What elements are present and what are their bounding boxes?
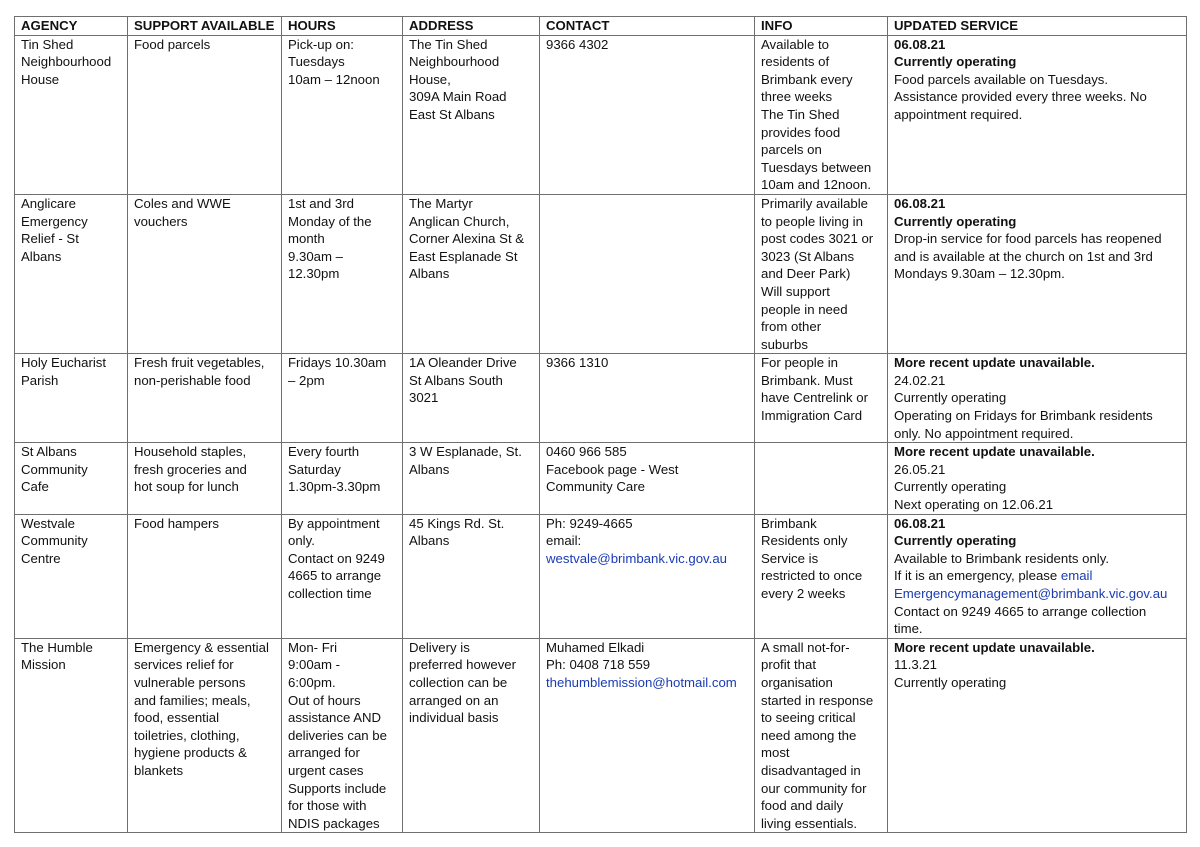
address-cell [403, 514, 540, 638]
update-tail: Contact on 9249 4665 to arrange collection time. [894, 603, 1147, 637]
header-updated-service: UPDATED SERVICE [888, 17, 1187, 36]
info-cell [755, 354, 888, 443]
contact-cell [540, 194, 755, 353]
support-cell [128, 638, 282, 833]
contact-text: 9366 1310 [546, 355, 609, 371]
address-text: The Martyr Anglican Church, Corner Alexina St & East Esplanade St Albans [409, 195, 525, 282]
hours-cell [282, 354, 403, 443]
contact-cell [540, 35, 755, 194]
contact-cell [540, 443, 755, 514]
hours-text: Pick-up on: Tuesdays 10am – 12noon [288, 36, 380, 87]
agency-cell [15, 638, 128, 833]
hours-text: 1st and 3rd Monday of the month 9.30am – 12.30pm [288, 195, 372, 282]
hours-cell [282, 514, 403, 638]
table-row [15, 354, 1187, 443]
info-cell [755, 35, 888, 194]
info-cell [755, 443, 888, 514]
contact-cell [540, 638, 755, 833]
update-details: 11.3.21 Currently operating [894, 657, 1007, 690]
address-cell [403, 194, 540, 353]
support-text: Food parcels [134, 36, 211, 52]
agency-cell [15, 194, 128, 353]
agency-cell [15, 443, 128, 514]
header-row [15, 17, 1187, 36]
hours-cell [282, 194, 403, 353]
support-text: Coles and WWE vouchers [134, 195, 231, 229]
agency-name: Anglicare Emergency Relief - St Albans [21, 195, 88, 264]
hours-cell [282, 638, 403, 833]
contact-cell [540, 514, 755, 638]
support-cell [128, 443, 282, 514]
info-text: Brimbank Residents only Service is restricted to once every 2 weeks [761, 515, 863, 601]
contact-text: 0460 966 585 Facebook page - West Community Care [546, 444, 679, 495]
address-text: 1A Oleander Drive St Albans South 3021 [409, 355, 517, 406]
update-cell [888, 354, 1187, 443]
address-cell [403, 354, 540, 443]
support-text: Household staples, fresh groceries and hot soup for lunch [134, 444, 247, 495]
update-details: 24.02.21 Currently operating Operating on Fridays for Brimbank residents only. No appointment required. [894, 372, 1153, 441]
support-text: Food hampers [134, 515, 220, 531]
support-text: Fresh fruit vegetables, non-perishable food [134, 355, 265, 388]
address-text: 3 W Esplanade, St. Albans [409, 444, 522, 477]
header-hours: HOURS [282, 17, 403, 36]
hours-cell [282, 35, 403, 194]
table-row [15, 514, 1187, 638]
agency-name: The Humble Mission [21, 639, 93, 673]
contact-email-link[interactable]: thehumblemission@hotmail.com [546, 674, 737, 690]
header-agency: AGENCY [15, 17, 128, 36]
support-cell [128, 194, 282, 353]
header-info: INFO [755, 17, 888, 36]
hours-text: Every fourth Saturday 1.30pm-3.30pm [288, 444, 381, 495]
service-directory [14, 16, 1187, 833]
update-details: 26.05.21 Currently operating Next operating on 12.06.21 [894, 461, 1054, 513]
agency-cell [15, 35, 128, 194]
update-status: 06.08.21 Currently operating [894, 515, 1017, 549]
agency-cell [15, 354, 128, 443]
update-status: More recent update unavailable. [894, 355, 1095, 371]
info-text: Available to residents of Brimbank every three weeks The Tin Shed provides food parcels on Tuesdays between 10am and 12noon. [761, 36, 872, 193]
update-status: More recent update unavailable. [894, 639, 1095, 655]
address-cell [403, 35, 540, 194]
update-cell [888, 514, 1187, 638]
contact-text: Ph: 9249-4665 email: [546, 515, 633, 549]
emergency-email-link[interactable]: Emergencymanagement@brimbank.vic.gov.au [894, 586, 1168, 601]
agency-name: St Albans Community Cafe [21, 444, 88, 495]
update-cell [888, 443, 1187, 514]
update-cell [888, 194, 1187, 353]
info-text: Primarily available to people living in post codes 3021 or 3023 (St Albans and Deer Park) Will support people in need from other suburbs [761, 195, 874, 352]
header-contact: CONTACT [540, 17, 755, 36]
update-text: Available to Brimbank residents only. If it is an emergency, please [894, 550, 1110, 584]
services-table [14, 16, 1187, 833]
agency-name: Holy Eucharist Parish [21, 355, 107, 388]
update-status: 06.08.21 Currently operating [894, 195, 1017, 229]
hours-text: Mon- Fri 9:00am - 6:00pm. Out of hours assistance AND deliveries can be arranged for urgent cases Supports include for those with NDIS packages [288, 639, 387, 831]
address-text: 45 Kings Rd. St. Albans [409, 515, 505, 549]
info-cell [755, 638, 888, 833]
header-address: ADDRESS [403, 17, 540, 36]
table-row [15, 194, 1187, 353]
hours-text: Fridays 10.30am – 2pm [288, 355, 387, 388]
email-link-word[interactable]: email [1060, 568, 1093, 584]
update-details: Food parcels available on Tuesdays. Assistance provided every three weeks. No appointment required. [894, 71, 1147, 122]
agency-cell [15, 514, 128, 638]
agency-name: Westvale Community Centre [21, 515, 88, 566]
support-cell [128, 354, 282, 443]
update-cell [888, 35, 1187, 194]
contact-cell [540, 354, 755, 443]
address-text: Delivery is preferred however collection can be arranged on an individual basis [409, 639, 517, 726]
info-text: A small not-for- profit that organisation started in response to seeing critical need among the most disadvantaged in our community for food and daily living essentials. [761, 639, 874, 831]
address-cell [403, 638, 540, 833]
address-cell [403, 443, 540, 514]
hours-text: By appointment only. Contact on 9249 4665 to arrange collection time [288, 515, 385, 601]
update-status: 06.08.21 Currently operating [894, 36, 1017, 70]
support-cell [128, 35, 282, 194]
agency-name: Tin Shed Neighbourhood House [21, 36, 112, 87]
info-cell [755, 514, 888, 638]
info-text: For people in Brimbank. Must have Centrelink or Immigration Card [761, 355, 869, 424]
table-row [15, 443, 1187, 514]
update-details: Drop-in service for food parcels has reopened and is available at the church on 1st and 3rd Mondays 9.30am – 12.30pm. [894, 231, 1162, 282]
table-row [15, 35, 1187, 194]
header-support: SUPPORT AVAILABLE [128, 17, 282, 36]
contact-email-link[interactable]: westvale@brimbank.vic.gov.au [546, 550, 727, 566]
support-cell [128, 514, 282, 638]
contact-text: Muhamed Elkadi Ph: 0408 718 559 [546, 639, 651, 673]
info-cell [755, 194, 888, 353]
support-text: Emergency & essential services relief for vulnerable persons and families; meals, food, essential toiletries, clothing, hygiene products & blankets [134, 639, 269, 778]
update-status: More recent update unavailable. [894, 444, 1095, 460]
update-cell [888, 638, 1187, 833]
address-text: The Tin Shed Neighbourhood House, 309A Main Road East St Albans [409, 36, 507, 122]
contact-text: 9366 4302 [546, 36, 609, 52]
table-row [15, 638, 1187, 833]
hours-cell [282, 443, 403, 514]
update-details [894, 550, 1180, 585]
